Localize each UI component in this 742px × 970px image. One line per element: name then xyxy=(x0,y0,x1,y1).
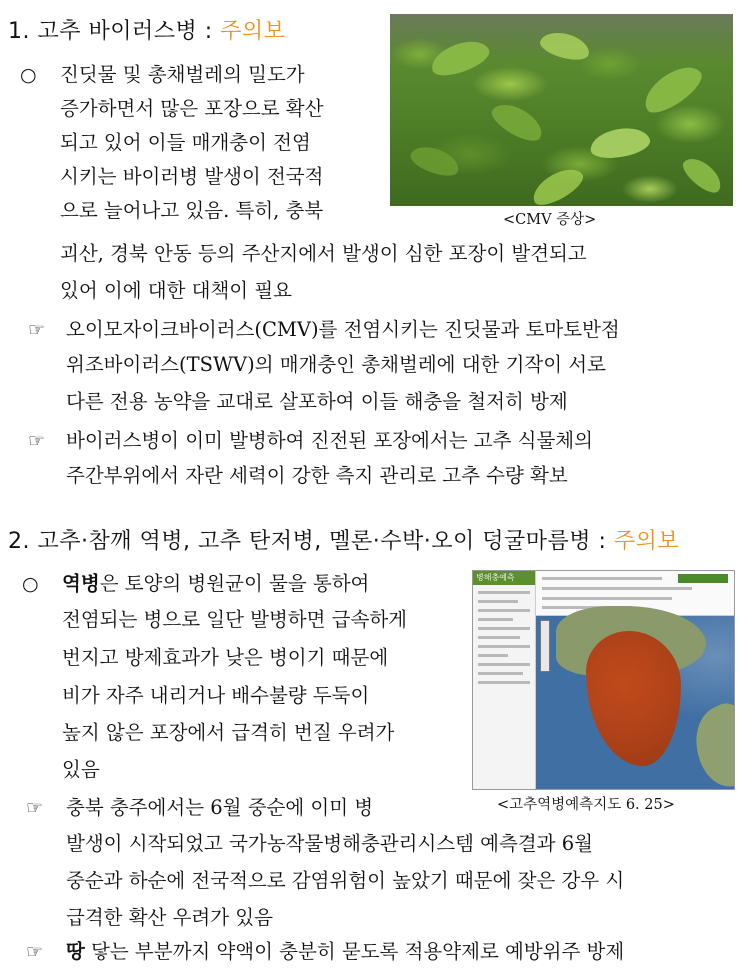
tip-line: 충북 충주에서는 6월 중순에 이미 병 xyxy=(66,796,374,819)
tip-line: 오이모자이크바이러스(CMV)를 전염시키는 진딧물과 토마토반점 xyxy=(66,318,620,341)
pointing-hand-icon: ☞ xyxy=(26,797,44,819)
bullet-circle: ○ xyxy=(20,64,37,86)
para-line: 괴산, 경북 안동 등의 주산지에서 발생이 심한 포장이 발견되고 xyxy=(60,242,587,265)
tip-bold-term: 땅 xyxy=(66,940,85,963)
para-line: 증가하면서 많은 포장으로 확산 xyxy=(60,97,324,120)
section1-heading xyxy=(8,14,285,45)
blight-forecast-map xyxy=(472,570,735,790)
para-bold-term: 역병 xyxy=(62,572,100,595)
tip-line xyxy=(66,935,624,969)
korea-map xyxy=(536,616,734,789)
para-line: 시키는 바이러병 발생이 전국적 xyxy=(60,165,324,188)
section2-status-badge: 주의보 xyxy=(613,529,680,554)
para-line: 되고 있어 이들 매개충이 전염 xyxy=(60,131,311,154)
cmv-symptom-photo xyxy=(390,14,733,206)
para-line: 있음 xyxy=(62,758,100,781)
para-line: 번지고 방제효과가 낮은 병이기 때문에 xyxy=(62,646,389,669)
para-line: 전염되는 병으로 일단 발병하면 급속하게 xyxy=(62,608,408,631)
pointing-hand-icon: ☞ xyxy=(28,430,46,452)
tip-line: 급격한 확산 우려가 있음 xyxy=(66,906,273,929)
section2-heading-text: 2. 고추·참깨 역병, 고추 탄저병, 멜론·수박·오이 덩굴마름병 : xyxy=(8,529,614,554)
photo-caption: <CMV 증상> xyxy=(503,212,597,228)
map-logo: 병해충예측 xyxy=(473,571,535,585)
para-line-rest: 은 토양의 병원균이 물을 통하여 xyxy=(99,572,370,595)
para-line: 비가 자주 내리거나 배수불량 두둑이 xyxy=(62,684,370,707)
para-line xyxy=(62,567,369,601)
para-line: 진딧물 및 총채벌레의 밀도가 xyxy=(60,63,305,86)
para-line: 으로 늘어나고 있음. 특히, 충북 xyxy=(60,199,324,222)
tip-line: 발생이 시작되었고 국가농작물병해충관리시스템 예측결과 6월 xyxy=(66,832,593,855)
tip-line: 중순과 하순에 전국적으로 감염위험이 높았기 때문에 잦은 강우 시 xyxy=(66,869,625,892)
bullet-circle: ○ xyxy=(22,573,39,595)
tip-line: 다른 전용 농약을 교대로 살포하여 이들 해충을 철저히 방제 xyxy=(66,390,568,413)
section1-status-badge: 주의보 xyxy=(220,19,286,44)
map-sidebar xyxy=(473,571,536,789)
pointing-hand-icon: ☞ xyxy=(26,941,44,963)
pointing-hand-icon: ☞ xyxy=(28,319,46,341)
tip-line: 바이러스병이 이미 발병하여 진전된 포장에서는 고추 식물체의 xyxy=(66,429,593,452)
map-caption: <고추역병예측지도 6. 25> xyxy=(497,797,675,813)
para-line: 있어 이에 대한 대책이 필요 xyxy=(60,279,293,302)
section2-heading xyxy=(8,524,679,555)
section1-heading-text: 1. 고추 바이러스병 : xyxy=(8,19,221,44)
tip-line: 주간부위에서 자란 세력이 강한 측지 관리로 고추 수량 확보 xyxy=(66,464,568,487)
para-line: 높지 않은 포장에서 급격히 번질 우려가 xyxy=(62,721,395,744)
tip-line: 위조바이러스(TSWV)의 매개충인 총채벌레에 대한 기작이 서로 xyxy=(66,353,606,376)
tip-line-rest: 닿는 부분까지 약액이 충분히 묻도록 적용약제로 예방위주 방제 xyxy=(84,940,625,963)
